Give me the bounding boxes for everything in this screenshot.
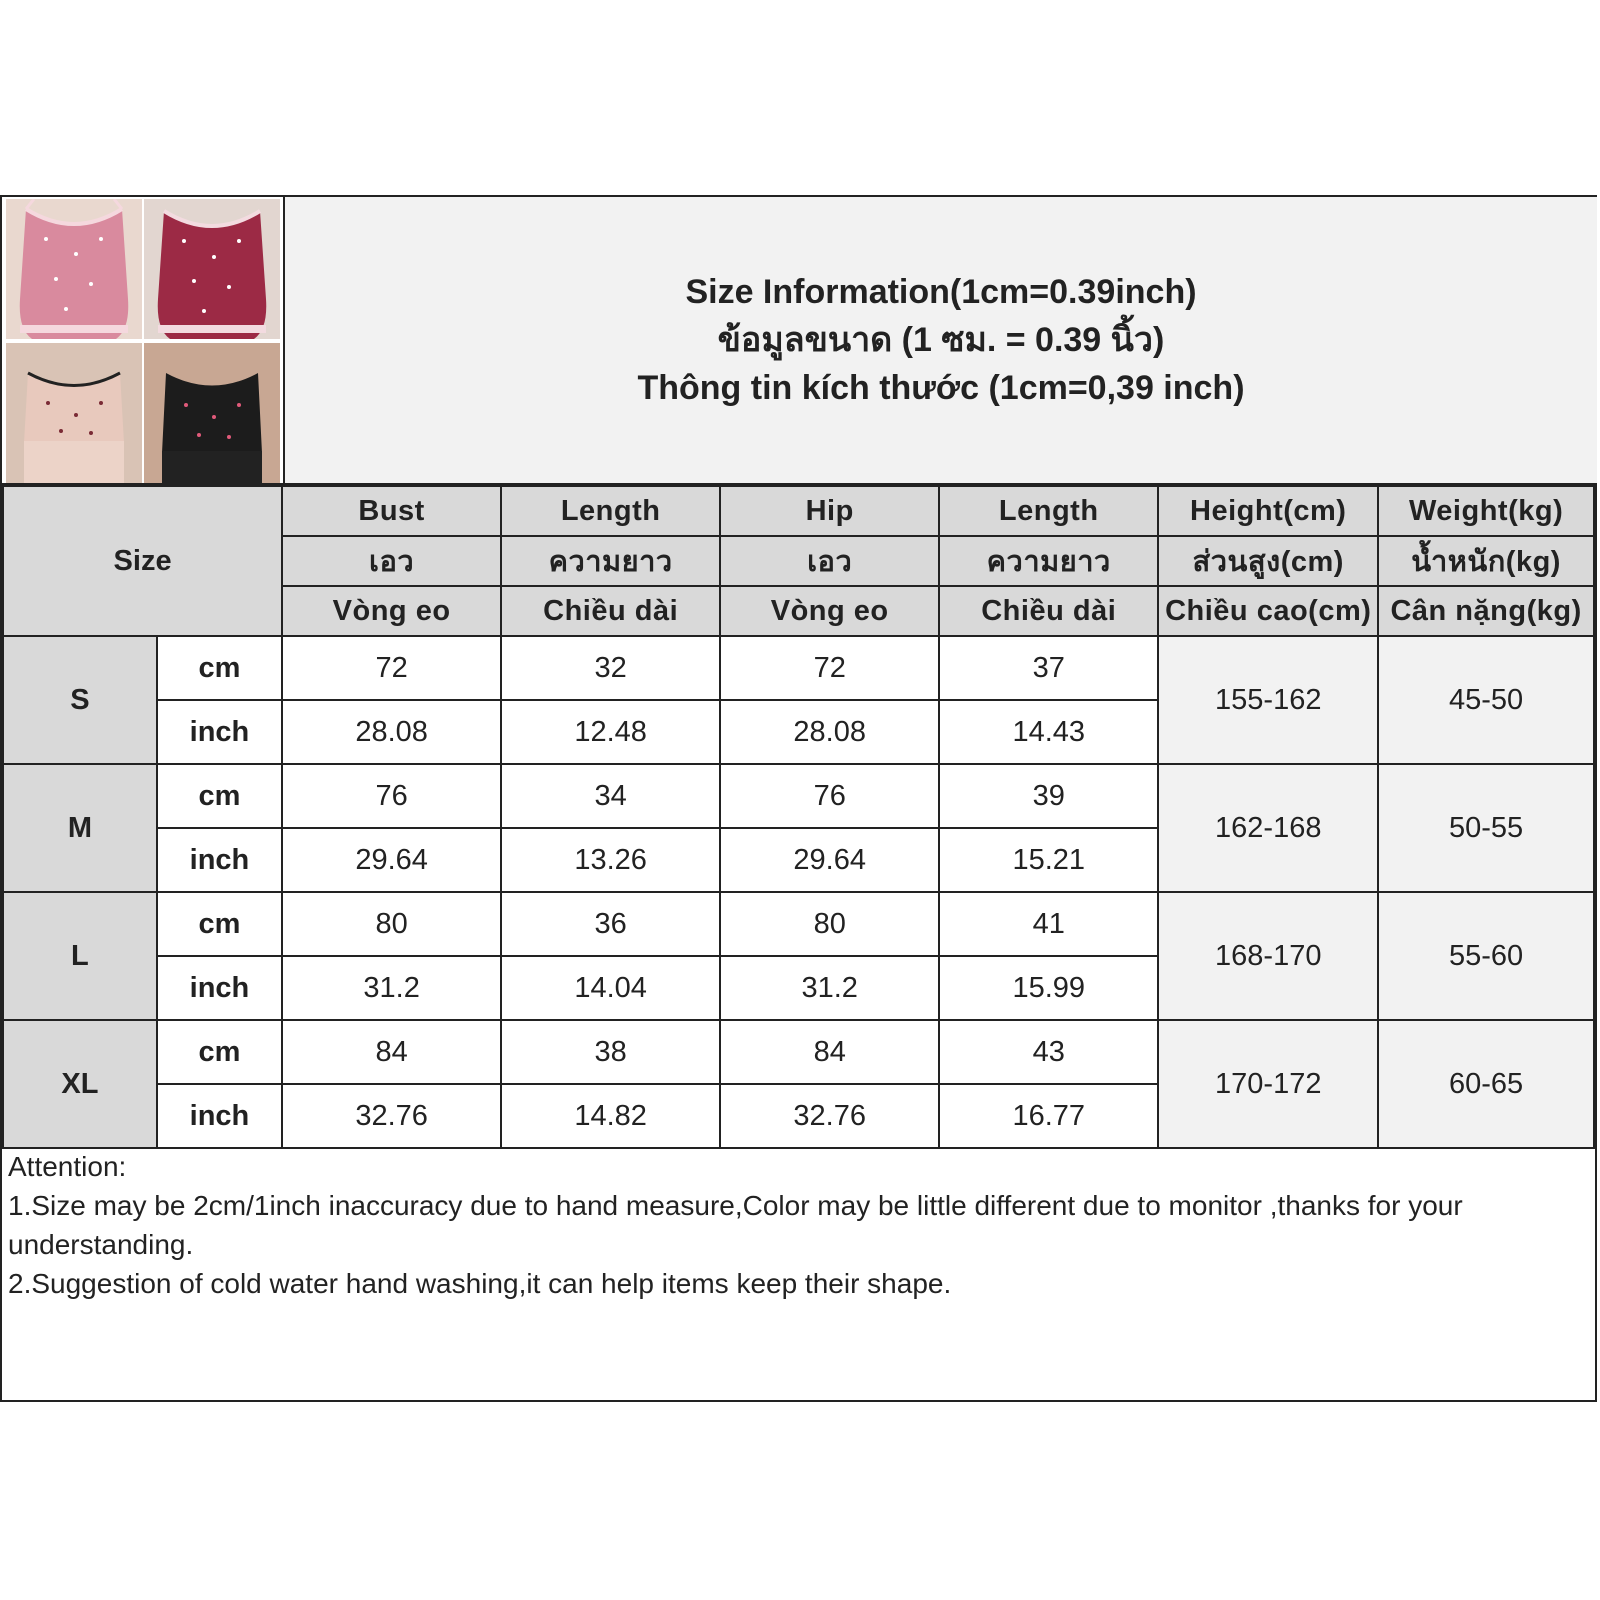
cell-value: 84 <box>282 1020 501 1084</box>
cell-value: 80 <box>282 892 501 956</box>
unit-inch: inch <box>157 956 282 1020</box>
cell-value: 39 <box>939 764 1158 828</box>
weight-range-xl: 60-65 <box>1378 1020 1594 1148</box>
cell-value: 80 <box>720 892 939 956</box>
height-range-s: 155-162 <box>1158 636 1378 764</box>
col-length-vi: Chiều dài <box>501 586 720 636</box>
cell-value: 72 <box>720 636 939 700</box>
size-label-l: L <box>3 892 157 1020</box>
size-label-xl: XL <box>3 1020 157 1148</box>
height-range-xl: 170-172 <box>1158 1020 1378 1148</box>
size-chart-sheet <box>0 195 1597 1402</box>
height-range-l: 168-170 <box>1158 892 1378 1020</box>
cell-value: 34 <box>501 764 720 828</box>
size-label-s: S <box>3 636 157 764</box>
cell-value: 84 <box>720 1020 939 1084</box>
chart-titles <box>285 197 1597 483</box>
col-weight-en: Weight(kg) <box>1378 486 1594 536</box>
col-hip-en: Hip <box>720 486 939 536</box>
pink-garment <box>20 209 129 339</box>
size-label-m: M <box>3 764 157 892</box>
height-range-m: 162-168 <box>1158 764 1378 892</box>
cell-value: 32.76 <box>720 1084 939 1148</box>
weight-range-m: 50-55 <box>1378 764 1594 892</box>
title-english: Size Information(1cm=0.39inch) <box>685 273 1197 311</box>
col-height-vi: Chiều cao(cm) <box>1158 586 1378 636</box>
table-row <box>3 636 1594 700</box>
cell-value: 14.82 <box>501 1084 720 1148</box>
table-row <box>3 892 1594 956</box>
red-garment <box>158 211 267 339</box>
unit-cm: cm <box>157 636 282 700</box>
col-length-en: Length <box>501 486 720 536</box>
attention-notes <box>2 1147 1597 1303</box>
title-thai: ข้อมูลขนาด (1 ซม. = 0.39 นิ้ว) <box>717 321 1165 359</box>
col-bust-vi: Vòng eo <box>282 586 501 636</box>
cell-value: 43 <box>939 1020 1158 1084</box>
cell-value: 14.43 <box>939 700 1158 764</box>
unit-cm: cm <box>157 892 282 956</box>
product-photo-grid <box>2 197 285 483</box>
title-vietnamese: Thông tin kích thước (1cm=0,39 inch) <box>637 369 1245 407</box>
note-item-1: 1.Size may be 2cm/1inch inaccuracy due to hand measure,Color may be little different due to monitor ,thanks for your understanding. <box>8 1190 1463 1260</box>
cell-value: 12.48 <box>501 700 720 764</box>
size-table <box>2 485 1595 1149</box>
unit-inch: inch <box>157 828 282 892</box>
col-length2-en: Length <box>939 486 1158 536</box>
cell-value: 76 <box>720 764 939 828</box>
table-row <box>3 764 1594 828</box>
cell-value: 32 <box>501 636 720 700</box>
col-hip-th: เอว <box>720 536 939 586</box>
chart-header-area <box>2 197 1597 485</box>
col-length-th: ความยาว <box>501 536 720 586</box>
unit-inch: inch <box>157 700 282 764</box>
product-photo-beige <box>6 343 142 483</box>
cell-value: 32.76 <box>282 1084 501 1148</box>
col-length2-vi: Chiều dài <box>939 586 1158 636</box>
weight-range-s: 45-50 <box>1378 636 1594 764</box>
cell-value: 29.64 <box>720 828 939 892</box>
cell-value: 31.2 <box>282 956 501 1020</box>
cell-value: 28.08 <box>282 700 501 764</box>
cell-value: 72 <box>282 636 501 700</box>
cell-value: 15.99 <box>939 956 1158 1020</box>
col-bust-th: เอว <box>282 536 501 586</box>
cell-value: 38 <box>501 1020 720 1084</box>
cell-value: 16.77 <box>939 1084 1158 1148</box>
unit-cm: cm <box>157 764 282 828</box>
cell-value: 76 <box>282 764 501 828</box>
col-weight-vi: Cân nặng(kg) <box>1378 586 1594 636</box>
unit-cm: cm <box>157 1020 282 1084</box>
weight-range-l: 55-60 <box>1378 892 1594 1020</box>
product-photo-red <box>144 199 280 339</box>
table-row <box>3 1020 1594 1084</box>
col-bust-en: Bust <box>282 486 501 536</box>
cell-value: 14.04 <box>501 956 720 1020</box>
col-hip-vi: Vòng eo <box>720 586 939 636</box>
col-length2-th: ความยาว <box>939 536 1158 586</box>
cell-value: 13.26 <box>501 828 720 892</box>
note-item-2: 2.Suggestion of cold water hand washing,it can help items keep their shape. <box>8 1268 952 1299</box>
cell-value: 31.2 <box>720 956 939 1020</box>
cell-value: 37 <box>939 636 1158 700</box>
product-photo-pink <box>6 199 142 339</box>
product-photo-black <box>144 343 280 483</box>
unit-inch: inch <box>157 1084 282 1148</box>
cell-value: 36 <box>501 892 720 956</box>
col-height-th: ส่วนสูง(cm) <box>1158 536 1378 586</box>
col-weight-th: น้ำหนัก(kg) <box>1378 536 1594 586</box>
cell-value: 29.64 <box>282 828 501 892</box>
cell-value: 15.21 <box>939 828 1158 892</box>
cell-value: 28.08 <box>720 700 939 764</box>
notes-heading: Attention: <box>8 1151 127 1182</box>
size-header: Size <box>3 486 282 636</box>
cell-value: 41 <box>939 892 1158 956</box>
col-height-en: Height(cm) <box>1158 486 1378 536</box>
